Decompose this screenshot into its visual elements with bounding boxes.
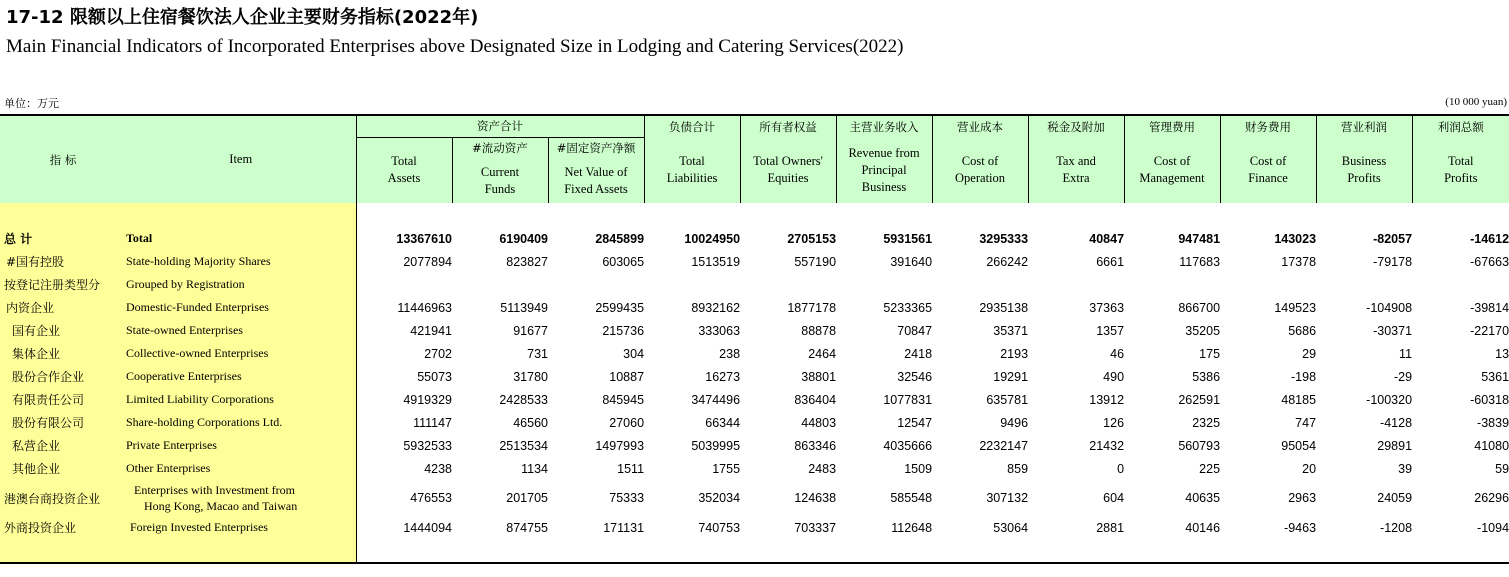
row-label-en: Other Enterprises [126,457,356,480]
cell-value: 124638 [794,491,837,505]
cell-value: 603065 [602,254,645,269]
cell-value: 5113949 [500,300,548,315]
cell-value: 11 [1399,346,1413,361]
cell-value: 171131 [603,520,645,535]
cell-value: 215736 [602,323,645,338]
cell-value: 55073 [417,369,452,384]
cell-value: 11446963 [397,300,452,315]
cell-value: 40146 [1185,520,1221,535]
row-label-cn: 总 计 [0,227,126,250]
table-row [0,273,1509,296]
cell-value: 37363 [1089,300,1125,315]
header-assets-group: 资产合计 [356,115,644,137]
row-label-en: State-holding Majority Shares [126,250,356,273]
header-equities-cn: 所有者权益 [740,115,836,137]
cell-value: 24059 [1377,491,1413,505]
cell-value: 2464 [808,346,837,361]
header-cost-operation-en: Cost of Operation [932,137,1028,203]
cell-value: 731 [527,346,548,361]
cell-value: 143023 [1274,231,1317,246]
cell-value: 845945 [602,392,645,407]
cell-value: 88878 [801,323,837,338]
cell-value: 29891 [1377,438,1413,453]
header-total-assets-en: Total Assets [356,137,452,203]
cell-value: 421941 [410,323,452,338]
cell-value: 2881 [1096,520,1125,535]
table-row [0,457,1509,480]
header-equities-en: Total Owners' Equities [740,137,836,203]
row-label-en: Domestic-Funded Enterprises [126,296,356,319]
cell-value: 947481 [1178,231,1221,246]
cell-value: 13367610 [396,231,452,246]
cell-value: 1755 [712,461,741,476]
cell-value: 40847 [1089,231,1125,246]
cell-value: 1134 [521,461,548,476]
cell-value: 6190409 [499,231,548,246]
cell-value: -1208 [1380,520,1413,535]
header-tax-en: Tax and Extra [1028,137,1124,203]
table-row [0,319,1509,342]
cell-value: 836404 [794,392,837,407]
cell-value: -4128 [1380,415,1413,430]
header-liabilities-cn: 负债合计 [644,115,740,137]
cell-value: 175 [1199,346,1221,361]
header-business-profits-cn: 营业利润 [1316,115,1412,137]
cell-value: 17378 [1281,254,1317,269]
cell-value: 29 [1302,346,1317,361]
cell-value: -30371 [1373,323,1413,338]
cell-value: 1877178 [787,300,837,315]
cell-value: 6661 [1096,254,1125,269]
cell-value: 95054 [1281,438,1317,453]
table-title-cn: 17-12 限额以上住宿餐饮法人企业主要财务指标(2022年) [6,7,479,28]
cell-value: 70847 [897,323,933,338]
cell-value: -14612 [1470,231,1509,246]
row-label-cn: #国有控股 [0,250,126,273]
header-fixed-assets-en: Net Value of Fixed Assets [548,159,644,203]
header-tax-cn: 税金及附加 [1028,115,1124,137]
table-row [0,342,1509,365]
table-row [0,516,1509,539]
cell-value: 5039995 [691,438,741,453]
cell-value: 2193 [1000,346,1029,361]
cell-value: -60318 [1470,392,1509,407]
cell-value: 12547 [897,415,933,430]
table-row [0,227,1509,250]
cell-value: 490 [1103,369,1125,384]
cell-value: 238 [719,346,741,361]
table-row [0,411,1509,434]
cell-value: 32546 [897,369,933,384]
row-label-en: Enterprises with Investment from Hong Kong, Macao and Taiwan [126,480,356,516]
cell-value: 126 [1103,415,1125,430]
header-total-profits-cn: 利润总额 [1412,115,1509,137]
cell-value: 44803 [801,415,837,430]
row-label-en: Collective-owned Enterprises [126,342,356,365]
cell-value: 5386 [1192,369,1221,384]
cell-value: 48185 [1281,392,1317,407]
cell-value: 5233365 [883,300,933,315]
cell-value: 476553 [410,491,452,505]
cell-value: 3295333 [979,231,1029,246]
cell-value: 5931561 [883,231,933,246]
table-row [0,365,1509,388]
cell-value: 9496 [1000,415,1029,430]
cell-value: 2935138 [979,300,1029,315]
table-row [0,388,1509,411]
cell-value: 111147 [413,415,452,430]
cell-value: 2845899 [595,231,645,246]
header-current-funds-cn: #流动资产 [452,137,548,159]
cell-value: 1511 [617,461,645,476]
row-label-en: Grouped by Registration [126,273,356,296]
cell-value: 863346 [794,438,837,453]
cell-value: 1444094 [403,520,452,535]
cell-value: 40635 [1185,491,1221,505]
cell-value: 21432 [1089,438,1125,453]
cell-value: 1513519 [691,254,741,269]
cell-value: 635781 [986,392,1029,407]
cell-value: 2418 [904,346,933,361]
cell-value: 4238 [424,461,452,476]
cell-value: 66344 [705,415,741,430]
header-row-1 [0,115,1509,137]
header-indicator-cn: 指 标 [0,115,126,203]
cell-value: 2963 [1288,491,1317,505]
row-label-cn: 其他企业 [0,457,126,480]
cell-value: 304 [623,346,645,361]
cell-value: 4035666 [883,438,933,453]
row-label-cn: 集体企业 [0,342,126,365]
cell-value: 2702 [424,346,452,361]
cell-value: 225 [1199,461,1221,476]
header-revenue-en: Revenue from Principal Business [836,137,932,203]
cell-value: 16273 [705,369,741,384]
header-revenue-cn: 主营业务收入 [836,115,932,137]
cell-value: 0 [1117,461,1125,476]
cell-value: 46 [1110,346,1125,361]
cell-value: 307132 [986,491,1029,505]
cell-value: 19291 [993,369,1029,384]
header-finance-cn: 财务费用 [1220,115,1316,137]
header-finance-en: Cost of Finance [1220,137,1316,203]
cell-value: 2077894 [403,254,452,269]
cell-value: 117683 [1179,254,1221,269]
cell-value: -100320 [1366,392,1413,407]
unit-label-en: (10 000 yuan) [1445,96,1507,108]
cell-value: 2325 [1192,415,1221,430]
cell-value: 201705 [506,491,548,505]
cell-value: 266242 [986,254,1029,269]
cell-value: 13 [1495,346,1509,361]
cell-value: 20 [1302,461,1317,476]
cell-value: 149523 [1274,300,1317,315]
header-business-profits-en: Business Profits [1316,137,1412,203]
row-label-cn: 按登记注册类型分 [0,273,126,296]
header-total-profits-en: Total Profits [1412,137,1509,203]
row-label-en: Total [126,227,356,250]
cell-value: 703337 [794,520,837,535]
cell-value: 866700 [1178,300,1221,315]
cell-value: -3839 [1477,415,1509,430]
row-label-cn: 外商投资企业 [0,516,126,539]
cell-value: -198 [1291,369,1317,384]
row-label-cn: 内资企业 [0,296,126,319]
header-cost-operation-cn: 营业成本 [932,115,1028,137]
cell-value: 27060 [609,415,645,430]
row-label-cn: 股份合作企业 [0,365,126,388]
cell-value: 585548 [890,491,933,505]
cell-value: -1094 [1477,520,1509,535]
cell-value: 2483 [808,461,837,476]
row-label-cn: 港澳台商投资企业 [0,480,126,516]
header-management-cn: 管理费用 [1124,115,1220,137]
cell-value: 31780 [513,369,548,384]
row-label-cn: 国有企业 [0,319,126,342]
cell-value: 557190 [794,254,837,269]
row-label-en: Limited Liability Corporations [126,388,356,411]
cell-value: 2428533 [499,392,548,407]
table-row [0,480,1509,516]
cell-value: 35205 [1185,323,1221,338]
cell-value: -104908 [1366,300,1413,315]
cell-value: -67663 [1470,254,1509,269]
cell-value: 1357 [1096,323,1125,338]
row-label-en: Share-holding Corporations Ltd. [126,411,356,434]
spacer-row [0,539,1509,563]
cell-value: -29 [1393,369,1413,384]
cell-value: 560793 [1178,438,1221,453]
cell-value: 91677 [513,323,548,338]
financial-indicators-table [0,114,1509,564]
header-management-en: Cost of Management [1124,137,1220,203]
cell-value: 8932162 [691,300,741,315]
cell-value: 59 [1495,461,1509,476]
cell-value: 4919329 [403,392,452,407]
cell-value: 10024950 [684,231,741,246]
cell-value: 39 [1398,461,1413,476]
cell-value: 874755 [506,520,548,535]
cell-value: -82057 [1373,231,1413,246]
cell-value: 41080 [1474,438,1509,453]
cell-value: 2705153 [787,231,837,246]
cell-value: 35371 [993,323,1029,338]
row-label-cn: 有限责任公司 [0,388,126,411]
cell-value: 604 [1103,491,1125,505]
header-current-funds-en: Current Funds [452,159,548,203]
cell-value: 3474496 [691,392,741,407]
cell-value: 262591 [1178,392,1221,407]
table-row [0,296,1509,319]
cell-value: 5361 [1481,369,1509,384]
cell-value: -22170 [1470,323,1509,338]
spacer-row [0,203,1509,227]
cell-value: 823827 [506,254,548,269]
cell-value: 75333 [609,491,645,505]
row-label-cn: 私营企业 [0,434,126,457]
cell-value: -79178 [1373,254,1413,269]
cell-value: 38801 [801,369,837,384]
table-row [0,434,1509,457]
cell-value: 747 [1295,415,1317,430]
cell-value: -39814 [1470,300,1509,315]
cell-value: 1077831 [883,392,933,407]
cell-value: 5932533 [403,438,452,453]
cell-value: 333063 [698,323,741,338]
cell-value: 26296 [1474,491,1509,505]
header-liabilities-en: Total Liabilities [644,137,740,203]
cell-value: 1509 [904,461,933,476]
cell-value: 112648 [891,520,933,535]
row-label-en: State-owned Enterprises [126,319,356,342]
cell-value: 1497993 [595,438,645,453]
cell-value: 53064 [993,520,1029,535]
row-label-cn: 股份有限公司 [0,411,126,434]
cell-value: 13912 [1089,392,1125,407]
unit-label-cn: 单位：万元 [4,97,59,110]
table-row [0,250,1509,273]
cell-value: 391640 [890,254,933,269]
cell-value: 859 [1007,461,1029,476]
row-label-en: Private Enterprises [126,434,356,457]
row-label-en: Foreign Invested Enterprises [126,516,356,539]
cell-value: 10887 [609,369,645,384]
cell-value: 352034 [698,491,741,505]
cell-value: 2513534 [499,438,548,453]
cell-value: 740753 [698,520,741,535]
row-label-en: Cooperative Enterprises [126,365,356,388]
cell-value: 2232147 [979,438,1029,453]
cell-value: 5686 [1288,323,1317,338]
cell-value: -9463 [1284,520,1317,535]
header-fixed-assets-cn: #固定资产净额 [548,137,644,159]
cell-value: 46560 [513,415,548,430]
header-item-en: Item [126,115,356,203]
cell-value: 2599435 [595,300,645,315]
table-title-en: Main Financial Indicators of Incorporated Enterprises above Designated Size in Lodging and Catering Services(2022) [6,36,904,57]
